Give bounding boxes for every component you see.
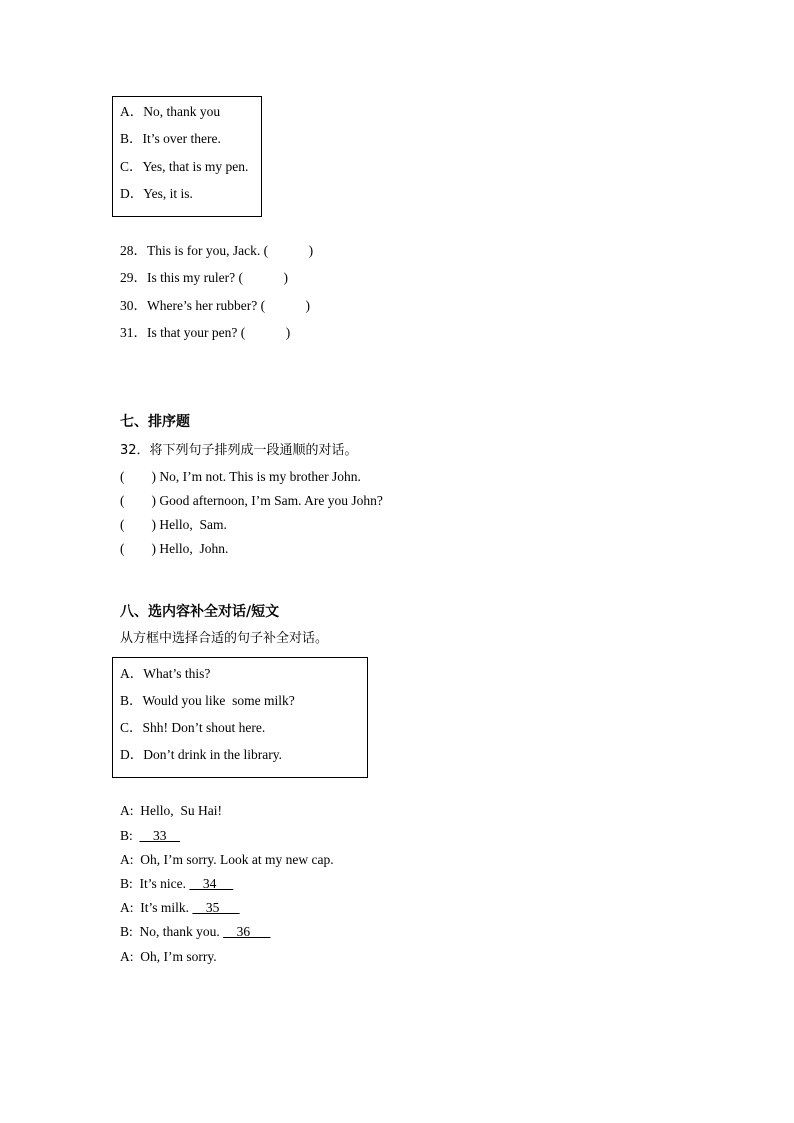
answer-blank-33[interactable]: 33: [139, 828, 181, 843]
section-7-instruction: 32．将下列句子排列成一段通顺的对话。: [120, 443, 358, 458]
option-b: B．It’s over there.: [120, 131, 221, 146]
option-d: D．Don’t drink in the library.: [120, 747, 282, 762]
dialogue-line: A: It’s milk. 35: [120, 900, 240, 915]
option-c: C．Shh! Don’t shout here.: [120, 720, 266, 735]
dialogue-line: B: 33: [120, 828, 181, 843]
dialogue-line: A: Hello, Su Hai!: [120, 803, 222, 818]
ordering-line: ( ) Hello, John.: [120, 541, 229, 556]
section-8-instruction: 从方框中选择合适的句子补全对话。: [120, 631, 329, 646]
question-31: 31．Is that your pen? ( ): [120, 325, 291, 340]
ordering-line: ( ) Good afternoon, I’m Sam. Are you John?: [120, 493, 383, 508]
ordering-line: ( ) No, I’m not. This is my brother John.: [120, 469, 361, 484]
question-28: 28．This is for you, Jack. ( ): [120, 243, 314, 258]
answer-blank-34[interactable]: 34: [189, 876, 234, 891]
question-29: 29．Is this my ruler? ( ): [120, 270, 288, 285]
section-8-heading: 八、选内容补全对话/短文: [120, 604, 280, 620]
option-a: A．No, thank you: [120, 104, 221, 119]
option-d: D．Yes, it is.: [120, 186, 193, 201]
dialogue-line: A: Oh, I’m sorry. Look at my new cap.: [120, 852, 334, 867]
question-30: 30．Where’s her rubber? ( ): [120, 298, 311, 313]
dialogue-line: A: Oh, I’m sorry.: [120, 949, 217, 964]
dialogue-line: B: No, thank you. 36: [120, 924, 271, 939]
dialogue-line: B: It’s nice. 34: [120, 876, 234, 891]
answer-blank-36[interactable]: 36: [223, 924, 271, 939]
option-c: C．Yes, that is my pen.: [120, 159, 249, 174]
ordering-line: ( ) Hello, Sam.: [120, 517, 227, 532]
section-7-heading: 七、排序题: [120, 414, 190, 430]
option-a: A．What’s this?: [120, 666, 211, 681]
answer-blank-35[interactable]: 35: [192, 900, 240, 915]
option-b: B．Would you like some milk?: [120, 693, 295, 708]
